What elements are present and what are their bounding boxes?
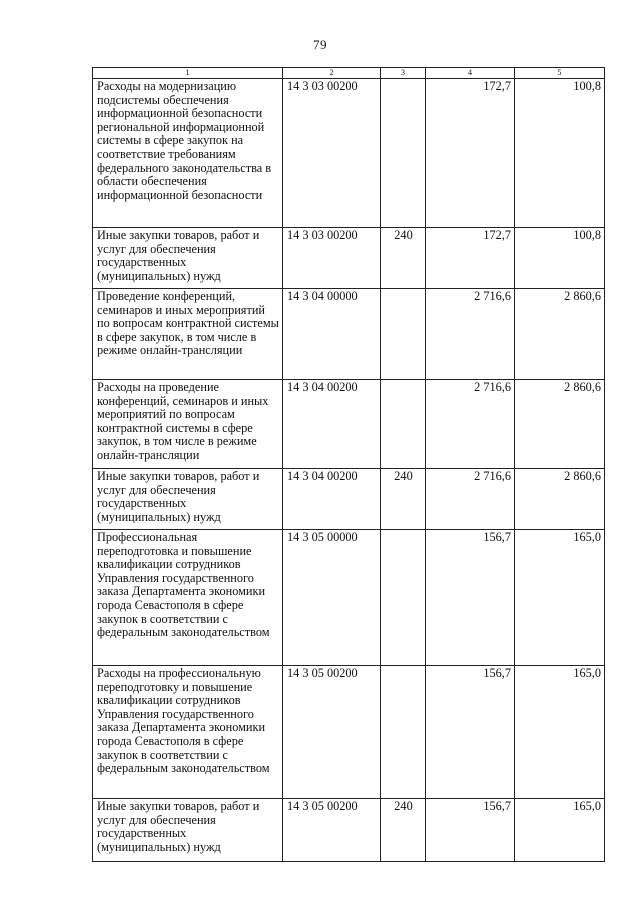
row-value2-cell: 165,0 — [515, 530, 605, 666]
row-type-cell: 240 — [381, 469, 426, 530]
table-row — [93, 228, 605, 289]
page-number: 79 — [313, 37, 327, 52]
row-code-cell: 14 3 03 00200 — [283, 228, 381, 289]
row-name-cell: Расходы на профессиональную переподготовку и повышение квалификации сотрудников Управления государственного заказа Департамента экономики города Севастополя в сфере закупок в соответствии с федеральным законодательством — [93, 666, 283, 799]
budget-table — [92, 67, 605, 862]
row-code-cell: 14 3 04 00200 — [283, 380, 381, 469]
row-code-cell: 14 3 04 00000 — [283, 289, 381, 380]
row-value2-cell: 100,8 — [515, 79, 605, 228]
row-code-cell: 14 3 05 00000 — [283, 530, 381, 666]
row-name-cell: Иные закупки товаров, работ и услуг для обеспечения государственных (муниципальных) нужд — [93, 228, 283, 289]
column-header-3: 3 — [381, 68, 426, 79]
row-code-cell: 14 3 05 00200 — [283, 799, 381, 862]
row-code-cell: 14 3 03 00200 — [283, 79, 381, 228]
row-name-cell: Проведение конференций, семинаров и иных мероприятий по вопросам контрактной системы в сфере закупок, в том числе в режиме онлайн-трансляции — [93, 289, 283, 380]
row-value2-cell: 2 860,6 — [515, 380, 605, 469]
row-type-cell: 240 — [381, 228, 426, 289]
row-name-cell: Расходы на проведение конференций, семинаров и иных мероприятий по вопросам контрактной системы в сфере закупок, в том числе в режиме онлайн-трансляции — [93, 380, 283, 469]
table-row — [93, 289, 605, 380]
row-name-cell: Профессиональная переподготовка и повышение квалификации сотрудников Управления государственного заказа Департамента экономики города Севастополя в сфере закупок в соответствии с федеральным законодательством — [93, 530, 283, 666]
row-value1-cell: 156,7 — [426, 666, 515, 799]
row-type-cell — [381, 289, 426, 380]
row-value1-cell: 2 716,6 — [426, 380, 515, 469]
row-value1-cell: 2 716,6 — [426, 289, 515, 380]
table-row — [93, 799, 605, 862]
row-value1-cell: 156,7 — [426, 530, 515, 666]
row-type-cell — [381, 666, 426, 799]
row-type-cell — [381, 530, 426, 666]
row-value1-cell: 156,7 — [426, 799, 515, 862]
column-header-5: 5 — [515, 68, 605, 79]
row-name-cell: Иные закупки товаров, работ и услуг для обеспечения государственных (муниципальных) нужд — [93, 799, 283, 862]
row-value2-cell: 2 860,6 — [515, 469, 605, 530]
row-value1-cell: 172,7 — [426, 228, 515, 289]
row-type-cell — [381, 380, 426, 469]
table-header-row — [93, 68, 605, 79]
table-row — [93, 530, 605, 666]
row-type-cell: 240 — [381, 799, 426, 862]
row-code-cell: 14 3 04 00200 — [283, 469, 381, 530]
column-header-4: 4 — [426, 68, 515, 79]
row-value1-cell: 172,7 — [426, 79, 515, 228]
row-value2-cell: 100,8 — [515, 228, 605, 289]
table-row — [93, 79, 605, 228]
row-name-cell: Иные закупки товаров, работ и услуг для обеспечения государственных (муниципальных) нужд — [93, 469, 283, 530]
row-value2-cell: 2 860,6 — [515, 289, 605, 380]
table-row — [93, 469, 605, 530]
row-value1-cell: 2 716,6 — [426, 469, 515, 530]
row-value2-cell: 165,0 — [515, 799, 605, 862]
row-code-cell: 14 3 05 00200 — [283, 666, 381, 799]
row-type-cell — [381, 79, 426, 228]
table-row — [93, 666, 605, 799]
row-value2-cell: 165,0 — [515, 666, 605, 799]
column-header-1: 1 — [93, 68, 283, 79]
table-row — [93, 380, 605, 469]
column-header-2: 2 — [283, 68, 381, 79]
row-name-cell: Расходы на модернизацию подсистемы обеспечения информационной безопасности региональной информационной системы в сфере закупок на соответствие требованиям федерального законодательства в области обеспечения информационной безопасности — [93, 79, 283, 228]
